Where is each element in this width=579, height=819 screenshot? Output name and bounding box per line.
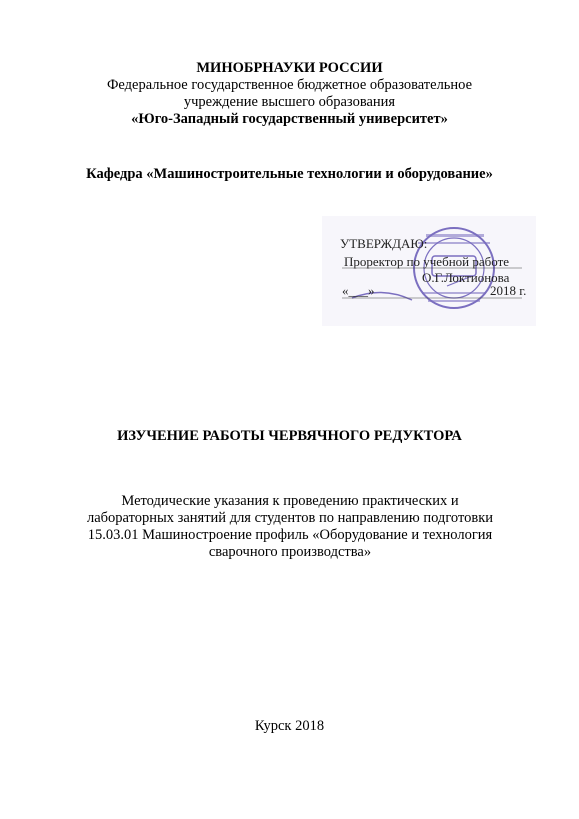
department-name: Кафедра «Машиностроительные технологии и оборудование» [86,166,493,182]
approval-year: 2018 г. [490,283,527,298]
description-line-3: 15.03.01 Машиностроение профиль «Оборудование и технология [87,527,493,543]
document-title: ИЗУЧЕНИЕ РАБОТЫ ЧЕРВЯЧНОГО РЕДУКТОРА [117,428,462,444]
city-year: Курск 2018 [254,718,325,734]
university-name: «Юго-Западный государственный университет» [131,111,448,127]
approval-signatory: О.Г.Локтионова [422,270,510,285]
approval-role: Проректор по учебной работе [344,254,510,269]
description-line-4: сварочного производства» [208,544,372,560]
approval-title: УТВЕРЖДАЮ: [340,236,428,251]
org-line-1: Федеральное государственное бюджетное образовательное [106,77,473,93]
approval-date: «___» [342,283,375,298]
approval-block [322,216,536,326]
org-line-2: учреждение высшего образования [183,94,396,110]
description-line-2: лабораторных занятий для студентов по направлению подготовки [86,510,494,526]
ministry-heading: МИНОБРНАУКИ РОССИИ [196,60,383,76]
description-line-1: Методические указания к проведению практических и [121,493,459,509]
document-description [70,493,510,561]
